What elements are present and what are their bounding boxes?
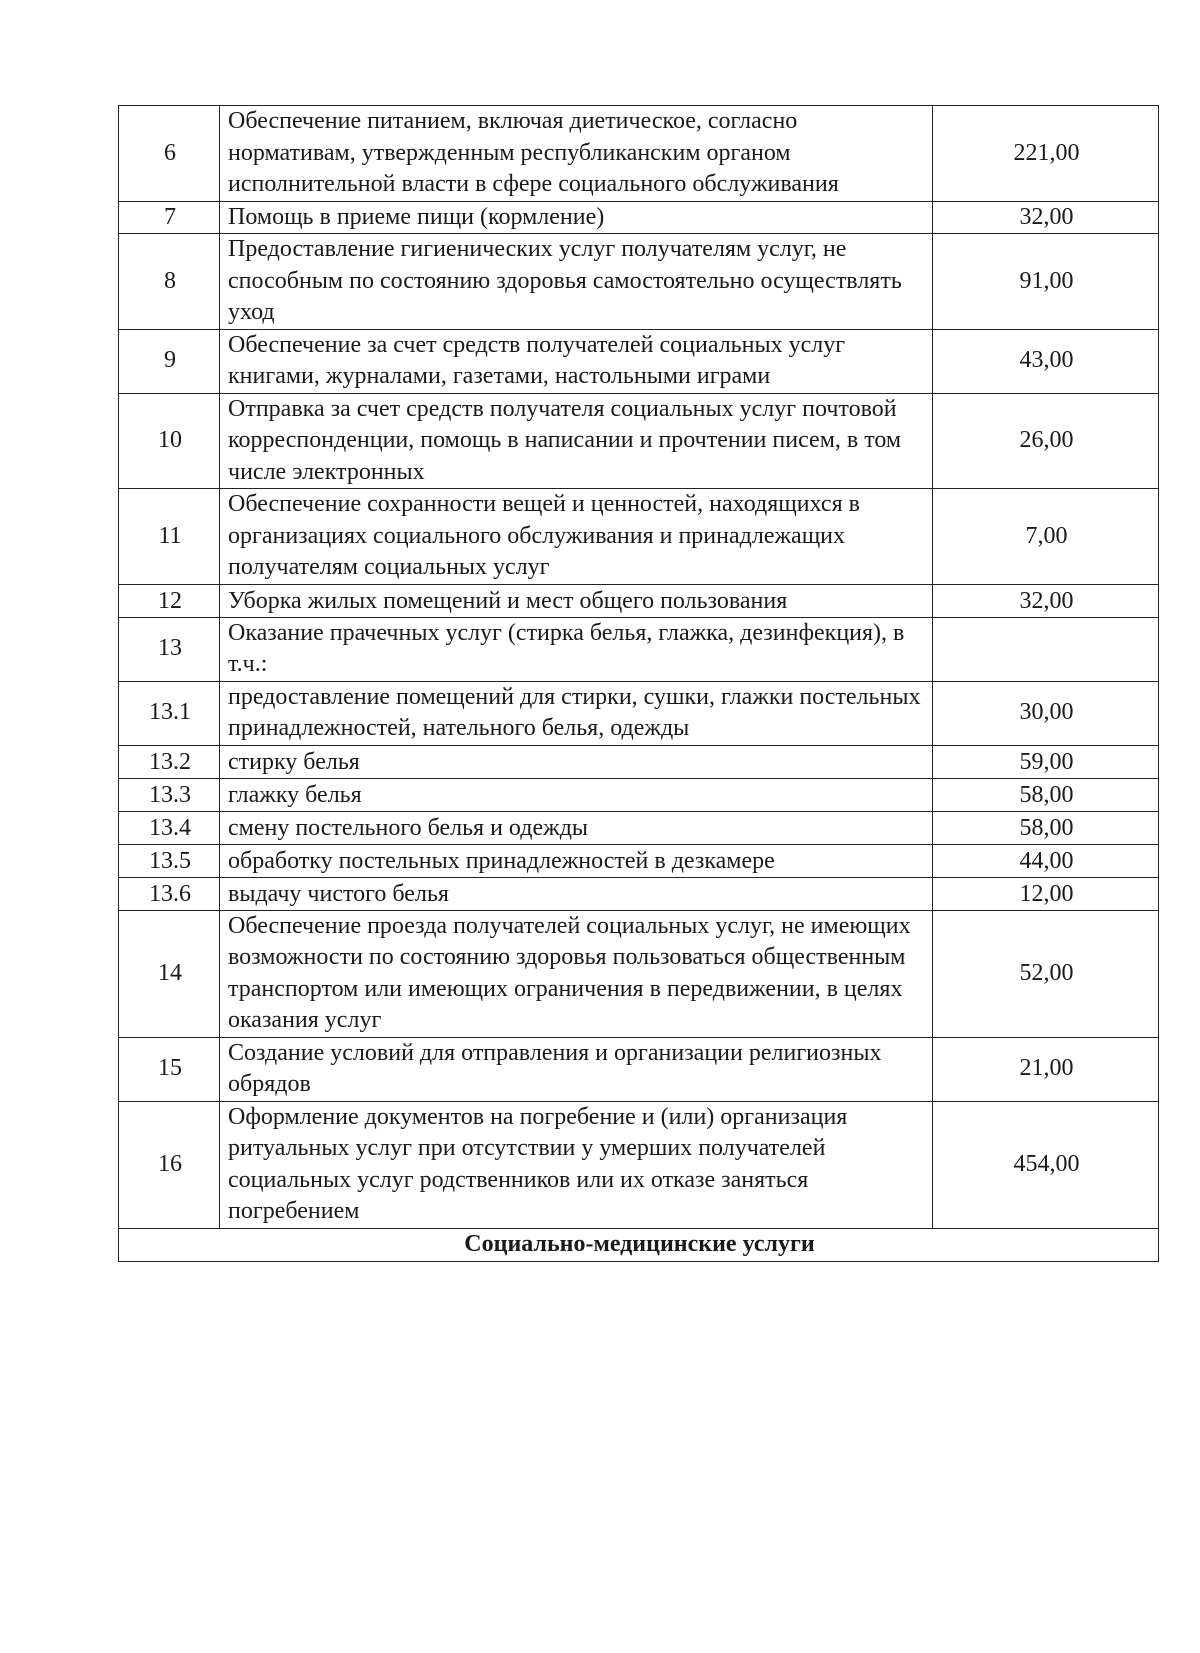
row-number: 12 <box>119 584 220 617</box>
service-price: 43,00 <box>933 329 1159 393</box>
row-number: 10 <box>119 393 220 489</box>
row-number: 9 <box>119 329 220 393</box>
service-name: Отправка за счет средств получателя социальных услуг почтовой корреспонденции, помощь в написании и прочтении писем, в том числе электронных <box>220 393 933 489</box>
row-number: 13.1 <box>119 681 220 745</box>
service-name: глажку белья <box>220 778 933 811</box>
service-name: Создание условий для отправления и организации религиозных обрядов <box>220 1037 933 1101</box>
row-number: 13.4 <box>119 811 220 844</box>
table-row <box>119 745 1159 778</box>
service-price <box>933 617 1159 681</box>
service-name: смену постельного белья и одежды <box>220 811 933 844</box>
section-heading: Социально-медицинские услуги <box>119 1228 1159 1261</box>
service-name: Оказание прачечных услуг (стирка белья, глажка, дезинфекция), в т.ч.: <box>220 617 933 681</box>
table-row <box>119 393 1159 489</box>
table-row <box>119 681 1159 745</box>
table-row <box>119 584 1159 617</box>
service-price: 58,00 <box>933 778 1159 811</box>
service-price: 44,00 <box>933 844 1159 877</box>
row-number: 13 <box>119 617 220 681</box>
service-price: 26,00 <box>933 393 1159 489</box>
row-number: 13.2 <box>119 745 220 778</box>
table-row <box>119 844 1159 877</box>
table-row <box>119 811 1159 844</box>
service-price: 59,00 <box>933 745 1159 778</box>
row-number: 16 <box>119 1101 220 1228</box>
service-name: Оформление документов на погребение и (или) организация ритуальных услуг при отсутствии у умерших получателей социальных услуг родственников или их отказе заняться погребением <box>220 1101 933 1228</box>
service-name: Помощь в приеме пищи (кормление) <box>220 201 933 234</box>
services-price-table <box>118 105 1159 1262</box>
table-row <box>119 877 1159 910</box>
service-name: Обеспечение сохранности вещей и ценностей, находящихся в организациях социального обслуживания и принадлежащих получателям социальных услуг <box>220 489 933 585</box>
section-heading-row <box>119 1228 1159 1261</box>
service-name: обработку постельных принадлежностей в дезкамере <box>220 844 933 877</box>
service-name: Предоставление гигиенических услуг получателям услуг, не способным по состоянию здоровья самостоятельно осуществлять уход <box>220 234 933 330</box>
row-number: 8 <box>119 234 220 330</box>
row-number: 15 <box>119 1037 220 1101</box>
service-name: выдачу чистого белья <box>220 877 933 910</box>
service-price: 221,00 <box>933 106 1159 202</box>
row-number: 14 <box>119 910 220 1037</box>
service-price: 32,00 <box>933 201 1159 234</box>
service-name: стирку белья <box>220 745 933 778</box>
service-price: 454,00 <box>933 1101 1159 1228</box>
service-price: 12,00 <box>933 877 1159 910</box>
table-row <box>119 617 1159 681</box>
row-number: 7 <box>119 201 220 234</box>
row-number: 13.5 <box>119 844 220 877</box>
row-number: 13.6 <box>119 877 220 910</box>
table-row <box>119 778 1159 811</box>
service-name: Обеспечение за счет средств получателей социальных услуг книгами, журналами, газетами, настольными играми <box>220 329 933 393</box>
table-row <box>119 329 1159 393</box>
table-row <box>119 489 1159 585</box>
table-row <box>119 910 1159 1037</box>
table-row <box>119 234 1159 330</box>
service-price: 91,00 <box>933 234 1159 330</box>
row-number: 6 <box>119 106 220 202</box>
service-price: 58,00 <box>933 811 1159 844</box>
table-row <box>119 1101 1159 1228</box>
service-price: 21,00 <box>933 1037 1159 1101</box>
service-price: 7,00 <box>933 489 1159 585</box>
service-name: Уборка жилых помещений и мест общего пользования <box>220 584 933 617</box>
service-name: Обеспечение проезда получателей социальных услуг, не имеющих возможности по состоянию здоровья пользоваться общественным транспортом или имеющих ограничения в передвижении, в целях оказания услуг <box>220 910 933 1037</box>
service-price: 52,00 <box>933 910 1159 1037</box>
row-number: 13.3 <box>119 778 220 811</box>
table-row <box>119 201 1159 234</box>
service-name: предоставление помещений для стирки, сушки, глажки постельных принадлежностей, нательного белья, одежды <box>220 681 933 745</box>
service-price: 30,00 <box>933 681 1159 745</box>
row-number: 11 <box>119 489 220 585</box>
table-row <box>119 1037 1159 1101</box>
service-name: Обеспечение питанием, включая диетическое, согласно нормативам, утвержденным республиканским органом исполнительной власти в сфере социального обслуживания <box>220 106 933 202</box>
service-price: 32,00 <box>933 584 1159 617</box>
table-row <box>119 106 1159 202</box>
